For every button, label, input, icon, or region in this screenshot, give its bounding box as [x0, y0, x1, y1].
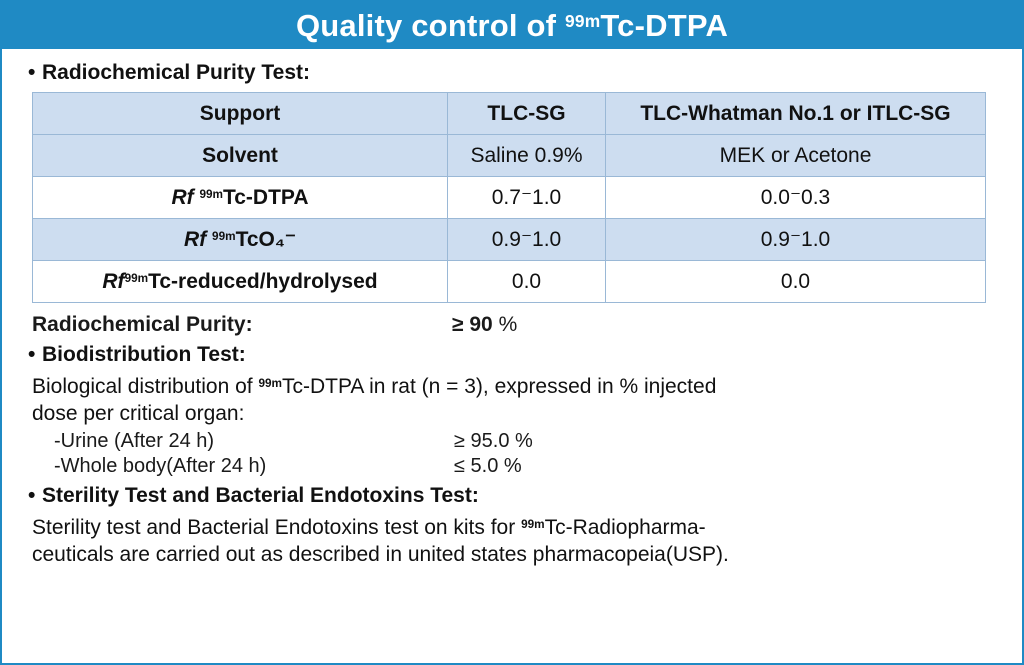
- bullet-icon: •: [28, 483, 36, 507]
- biodistribution-item-value: ≥ 95.0 %: [454, 429, 533, 452]
- radiochemical-purity-label: Radiochemical Purity:: [32, 313, 253, 336]
- table-cell-label-sup: 99m: [212, 229, 236, 243]
- biodistribution-paragraph-part2: Tc-DTPA in rat (n = 3), expressed in % injected: [282, 375, 717, 398]
- table-cell-label-text: Rf: [184, 228, 213, 251]
- table-cell-label-suffix: Tc-reduced/hydrolysed: [148, 269, 378, 293]
- table-cell-label-text: Rf: [102, 269, 125, 293]
- table-cell-tlcsg: Saline 0.9%: [448, 135, 606, 177]
- biodistribution-item-name: -Urine (After 24 h): [54, 429, 215, 452]
- table-cell-whatman: TLC-Whatman No.1 or ITLC-SG: [606, 93, 986, 135]
- heading-biodistribution-test: [28, 343, 1004, 367]
- table-cell-tlcsg: TLC-SG: [448, 93, 606, 135]
- radiochemical-purity-value-row: [32, 313, 1004, 337]
- biodistribution-item-value: ≤ 5.0 %: [454, 454, 522, 477]
- table-cell-tlcsg: 0.0: [448, 261, 606, 303]
- list-item: [54, 430, 1004, 453]
- heading-sterility-test: [28, 484, 1004, 508]
- sterility-paragraph-isotope: 99m: [521, 517, 545, 531]
- document-body: [2, 49, 1022, 569]
- radiochemical-purity-unit: %: [498, 313, 518, 336]
- sterility-paragraph-line2: ceuticals are carried out as described in united states pharmacopeia(USP).: [32, 542, 729, 566]
- sterility-paragraph: [32, 515, 1004, 569]
- page-title: [296, 8, 728, 44]
- table-cell-label: [33, 261, 448, 303]
- table-cell-label-sup: 99m: [124, 271, 149, 285]
- bullet-icon: •: [28, 61, 36, 84]
- biodistribution-item-name: -Whole body(After 24 h): [54, 454, 267, 477]
- sterility-paragraph-part1: Sterility test and Bacterial Endotoxins test on kits for: [32, 515, 522, 539]
- table-row: [33, 135, 986, 177]
- table-cell-label: [33, 219, 448, 261]
- heading-sterility-test-label: Sterility Test and Bacterial Endotoxins Test:: [42, 483, 479, 507]
- list-item: [54, 455, 1004, 478]
- biodistribution-paragraph-line2: dose per critical organ:: [32, 401, 245, 425]
- radiochemical-purity-value: [452, 313, 517, 337]
- table-cell-tlcsg: 0.9⁻1.0: [448, 219, 606, 261]
- table-cell-label: [33, 93, 448, 135]
- radiochemical-purity-table: [32, 92, 986, 303]
- page-title-prefix: Quality control of: [295, 7, 565, 43]
- table-cell-label-sup: 99m: [199, 187, 223, 201]
- heading-radiochemical-purity-test: [28, 61, 1004, 85]
- title-bar: [2, 2, 1022, 49]
- table-cell-label: [33, 177, 448, 219]
- table-row: [33, 93, 986, 135]
- bullet-icon: •: [28, 343, 36, 366]
- heading-biodistribution-test-label: Biodistribution Test:: [42, 343, 246, 366]
- biodistribution-paragraph-part1: Biological distribution of: [32, 375, 259, 398]
- table-cell-whatman: MEK or Acetone: [606, 135, 986, 177]
- table-cell-label-suffix: Tc-DTPA: [222, 185, 309, 209]
- biodistribution-paragraph: [32, 374, 1004, 428]
- table-cell-whatman: 0.0: [606, 261, 986, 303]
- table-cell-whatman: 0.0⁻0.3: [606, 177, 986, 219]
- page-title-isotope: 99m: [564, 10, 601, 31]
- table-cell-label-text: Support: [199, 101, 281, 125]
- table-cell-label-text: Rf: [171, 185, 200, 209]
- radiochemical-purity-number: ≥ 90: [452, 313, 493, 336]
- table-cell-label-suffix: TcO₄⁻: [235, 228, 296, 251]
- biodistribution-paragraph-isotope: 99m: [258, 376, 282, 390]
- table-cell-whatman: 0.9⁻1.0: [606, 219, 986, 261]
- table-cell-label: [33, 135, 448, 177]
- table-row: [33, 261, 986, 303]
- table-cell-tlcsg: 0.7⁻1.0: [448, 177, 606, 219]
- table-cell-label-text: Solvent: [202, 143, 278, 167]
- table-row: [33, 219, 986, 261]
- heading-radiochemical-purity-test-label: Radiochemical Purity Test:: [42, 61, 311, 84]
- page-title-suffix: Tc-DTPA: [600, 7, 729, 43]
- table-row: [33, 177, 986, 219]
- sterility-paragraph-part2: Tc-Radiopharma-: [544, 515, 706, 539]
